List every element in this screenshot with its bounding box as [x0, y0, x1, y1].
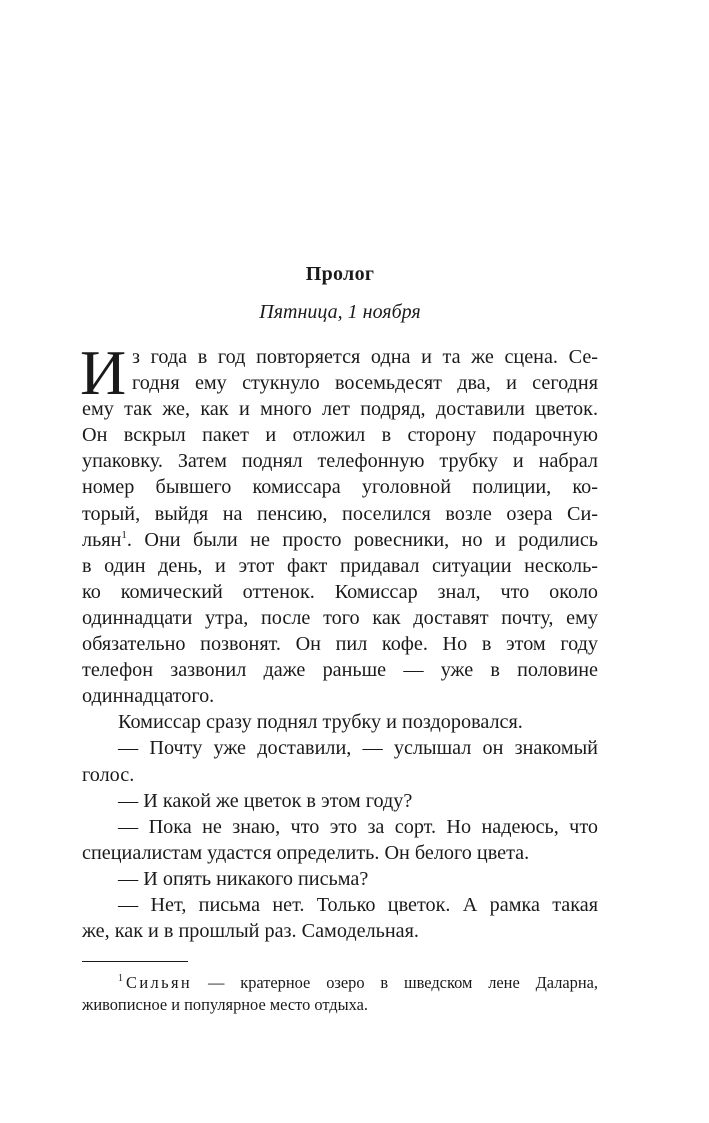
- footnote-text: — кратерное озеро в шведском лене Даларна,: [192, 973, 598, 992]
- text-line: упаковку. Затем поднял телефонную трубку и набрал: [82, 450, 598, 473]
- text-line: же, как и в прошлый раз. Самодельная.: [82, 920, 419, 943]
- footnote-line: живописное и популярное место отдыха.: [82, 995, 369, 1014]
- text-fragment: льян: [82, 528, 122, 551]
- dialogue-line: — Пока не знаю, что это за сорт. Но надеюсь, что: [118, 815, 598, 838]
- text-fragment: . Они были не просто ровесники, но и родились: [126, 528, 598, 551]
- text-line: номер бывшего комиссара уголовной полиции, ко-: [82, 476, 598, 499]
- chapter-title: Пролог: [305, 263, 375, 285]
- opening-paragraph: [80, 337, 598, 408]
- text-line: ему так же, как и много лет подряд, доставили цветок.: [82, 398, 598, 421]
- footnote-term: Сильян: [126, 973, 193, 992]
- body-text: [80, 337, 598, 944]
- text-line: в один день, и этот факт придавал ситуации несколь-: [82, 554, 598, 577]
- drop-cap: И: [80, 337, 127, 408]
- book-page: [82, 0, 598, 1123]
- text-line: годня ему стукнуло восемьдесят два, и сегодня: [132, 372, 598, 395]
- dialogue-line: — И какой же цветок в этом году?: [118, 789, 413, 812]
- text-line: одиннадцати утра, после того как доставят почту, ему: [82, 606, 598, 629]
- text-line: телефон зазвонил даже раньше — уже в половине: [82, 659, 598, 682]
- text-line: специалистам удастся определить. Он белого цвета.: [82, 841, 530, 864]
- text-line: обязательно позвонят. Он пил кофе. Но в этом году: [82, 633, 598, 656]
- text-line: торый, выйдя на пенсию, поселился возле озера Си-: [82, 502, 598, 525]
- footnote-reference[interactable]: 1: [121, 528, 127, 541]
- dialogue-line: — И опять никакого письма?: [118, 867, 369, 890]
- dialogue-line: — Нет, письма нет. Только цветок. А рамка такая: [118, 893, 598, 916]
- text-line: голос.: [82, 763, 135, 786]
- footnote-mark: 1: [118, 973, 123, 984]
- text-line: Он вскрыл пакет и отложил в сторону подарочную: [82, 424, 598, 447]
- footnote: [82, 972, 598, 1016]
- footnote-divider: [82, 961, 188, 962]
- text-line: з года в год повторяется одна и та же сцена. Се-: [132, 346, 598, 368]
- text-line: одиннадцатого.: [82, 685, 215, 708]
- text-line-with-footnote-ref: [82, 527, 598, 553]
- text-line: ко комический оттенок. Комиссар знал, что около: [82, 580, 598, 603]
- text-line: Комиссар сразу поднял трубку и поздоровался.: [118, 711, 523, 734]
- footnote-line: [82, 972, 598, 994]
- dialogue-line: — Почту уже доставили, — услышал он знакомый: [118, 737, 598, 760]
- chapter-subtitle: Пятница, 1 ноября: [259, 301, 421, 323]
